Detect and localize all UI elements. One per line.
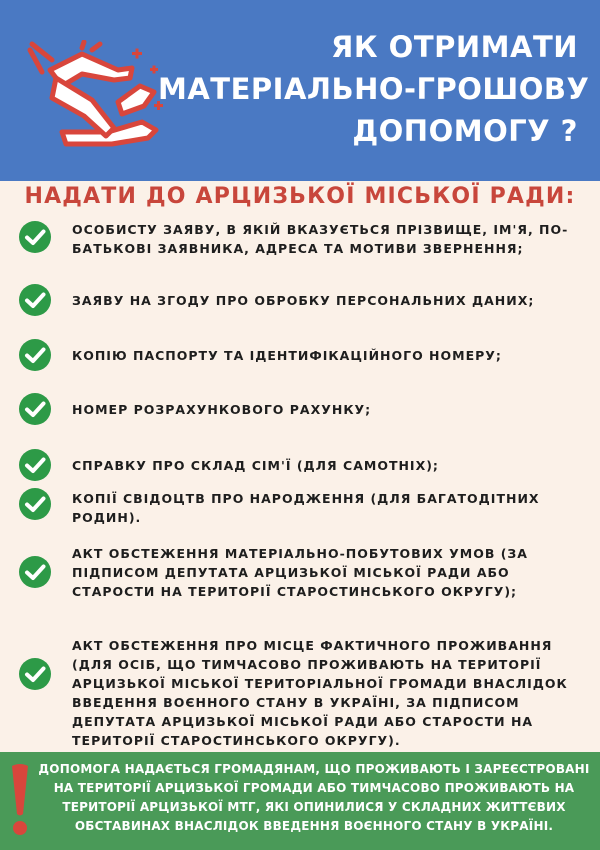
footer-notice xyxy=(0,752,600,850)
checkmark-circle-icon xyxy=(19,284,51,316)
header-banner xyxy=(0,0,600,181)
title-line: ДОПОМОГУ ? xyxy=(352,114,578,148)
item-text: ОСОБИСТУ ЗАЯВУ, В ЯКІЙ ВКАЗУЄТЬСЯ ПРІЗВИЩЕ, ІМ'Я, ПО-БАТЬКОВІ ЗАЯВНИКА, АДРЕСА ТА МОТИВИ ЗВЕРНЕННЯ; xyxy=(72,222,569,256)
item-text: КОПІЮ ПАСПОРТУ ТА ІДЕНТИФІКАЦІЙНОГО НОМЕРУ; xyxy=(72,348,502,363)
checkmark-circle-icon xyxy=(19,449,51,481)
checkmark-circle-icon xyxy=(19,393,51,425)
exclamation-icon xyxy=(6,762,34,840)
checkmark-circle-icon xyxy=(19,221,51,253)
checkmark-circle-icon xyxy=(19,658,51,690)
footer-text: ДОПОМОГА НАДАЄТЬСЯ ГРОМАДЯНАМ, ЩО ПРОЖИВАЮТЬ І ЗАРЕЄСТРОВАНІ НА ТЕРИТОРІЇ АРЦИЗЬКОЇ ГРОМАДИ АБО ТИМЧАСОВО ПРОЖИВАЮТЬ НА ТЕРИТОРІЇ АРЦИЗЬКОЇ МТГ, ЯКІ ОПИНИЛИСЯ У СКЛАДНИХ ЖИТТЄВИХ ОБСТАВИНАХ ВНАСЛІДОК ВВЕДЕННЯ ВОЄННОГО СТАНУ В УКРАЇНІ. xyxy=(38,762,590,833)
item-text: АКТ ОБСТЕЖЕННЯ ПРО МІСЦЕ ФАКТИЧНОГО ПРОЖИВАННЯ (ДЛЯ ОСІБ, ЩО ТИМЧАСОВО ПРОЖИВАЮТЬ НА ТЕРИТОРІЇ АРЦИЗЬКОЇ МІСЬКОЇ ТЕРИТОРІАЛЬНОЇ ГРОМАДИ ВНАСЛІДОК ВВЕДЕННЯ ВОЄННОГО СТАНУ В УКРАЇНІ, ЗА ПІДПИСОМ ДЕПУТАТА АРЦИЗЬКОЇ МІСЬКОЇ РАДИ АБО СТАРОСТИ НА ТЕРИТОРІЇ СТАРОСТИНСЬКОГО ОКРУГУ). xyxy=(72,638,568,748)
item-text: СПРАВКУ ПРО СКЛАД СІМ'Ї (ДЛЯ САМОТНІХ); xyxy=(72,458,439,473)
item-text: НОМЕР РОЗРАХУНКОВОГО РАХУНКУ; xyxy=(72,402,372,417)
item-text: АКТ ОБСТЕЖЕННЯ МАТЕРІАЛЬНО-ПОБУТОВИХ УМОВ (ЗА ПІДПИСОМ ДЕПУТАТА АРЦИЗЬКОЇ МІСЬКОЇ РАДИ АБО СТАРОСТИ НА ТЕРИТОРІЇ СТАРОСТИНСЬКОГО ОКРУГУ); xyxy=(72,546,528,599)
checkmark-circle-icon xyxy=(19,556,51,588)
joined-hands-icon xyxy=(22,40,172,150)
title-line: МАТЕРІАЛЬНО-ГРОШОВУ xyxy=(158,72,590,106)
item-text: ЗАЯВУ НА ЗГОДУ ПРО ОБРОБКУ ПЕРСОНАЛЬНИХ ДАНИХ; xyxy=(72,293,535,308)
checkmark-circle-icon xyxy=(19,339,51,371)
item-text: КОПІЇ СВІДОЦТВ ПРО НАРОДЖЕННЯ (ДЛЯ БАГАТОДІТНИХ РОДИН). xyxy=(72,491,540,525)
section-heading: НАДАТИ ДО АРЦИЗЬКОЇ МІСЬКОЇ РАДИ: xyxy=(24,184,576,209)
checkmark-circle-icon xyxy=(19,488,51,520)
page-title xyxy=(158,26,590,152)
title-line: ЯК ОТРИМАТИ xyxy=(331,30,578,64)
